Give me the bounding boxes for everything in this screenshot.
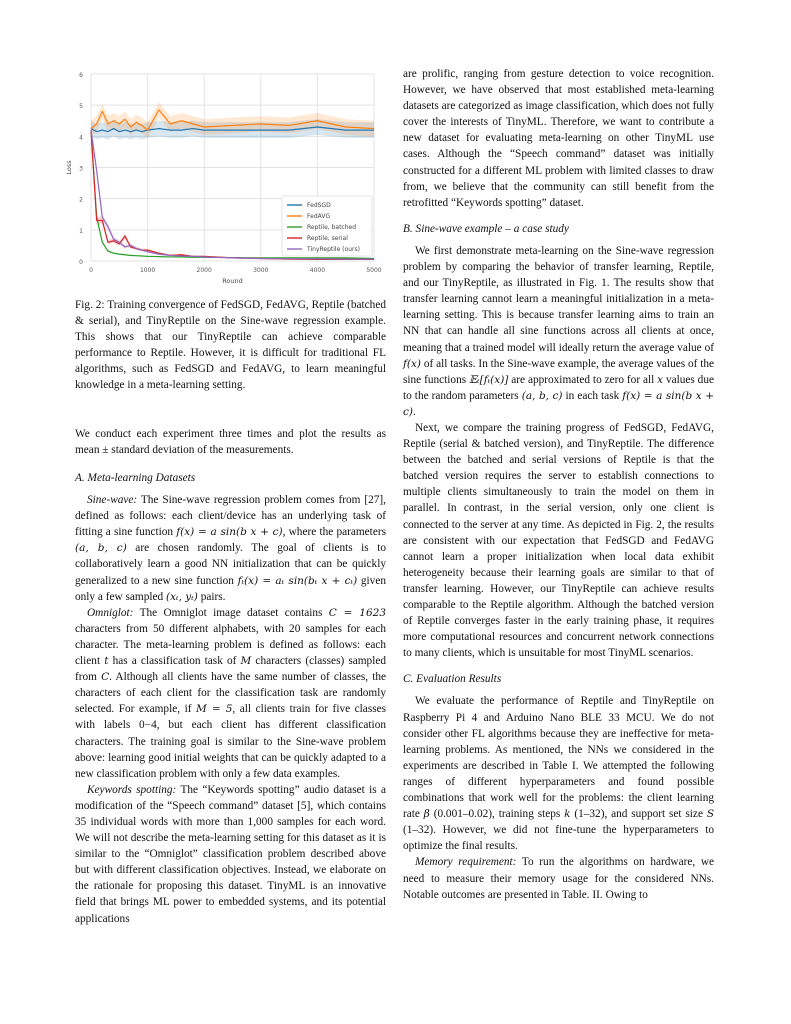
- legend-label: FedAVG: [307, 213, 331, 221]
- section-a-title: A. Meta-learning Datasets: [75, 472, 196, 484]
- text: characters (classes) sampled from: [75, 655, 387, 684]
- keywords-spotting-paragraph: [75, 782, 386, 927]
- text: We first demonstrate meta-learning on the Sine-wave regression problem by comparing the behavior of transfer learning, Reptile, and our TinyReptile, as illustrated in Fig. 1. The results show that transfer learning cannot learn a meaningful initialization in a meta-learning setting. This is because transfer learning aims to train an NN that can handle all sine functions across all clients at once, meaning that a trained model will ideally return the average value of: [403, 244, 714, 354]
- text: The “Keywords spotting” audio dataset is a modification of the “Speech command” dataset [5], which contains 35 individual words with more than 1,000 samples for each word. We will not describe the meta-learning setting for this dataset as it is similar to the “Omniglot” classification problem described above but with different classification objectives. Instead, we elaborate on the rationale for proposing this dataset. TinyML is an innovative field that brings ML power to embedded systems, and its potential applications: [75, 783, 386, 925]
- keywords-spotting-continued: are prolific, ranging from gesture detection to voice recognition. However, we have observed that most established meta-learning datasets are categorized as image classification, which does not fully cover the interests of TinyML. Therefore, we want to contribute a new dataset for evaluating meta-learning on other TinyML use cases. Although the “Speech command” dataset was initially constructed for a different ML problem with limited classes to draw from, we believe that the community can still benefit from the retrofitted “Keywords spotting” dataset.: [403, 68, 714, 209]
- math: M = 5: [196, 703, 233, 716]
- text: The Sine-wave regression problem comes from [27], defined as follows: each client/device has an underlying task of fitting a sine function: [75, 494, 386, 539]
- math: (a, b, c): [521, 389, 563, 402]
- y-tick-label: 5: [79, 103, 83, 111]
- math: β: [423, 808, 430, 821]
- omniglot-paragraph: [75, 605, 386, 782]
- left-intro: [75, 426, 386, 458]
- x-tick-label: 2000: [196, 267, 212, 274]
- text: in each task: [562, 389, 623, 402]
- text: To run the algorithms on hardware, we need to measure their memory usage for the considered NNs. Notable outcomes are presented in Table. II. Owing to: [403, 856, 715, 901]
- text: pairs.: [197, 590, 226, 603]
- text: (0.001–0.02), training steps: [429, 808, 565, 821]
- y-tick-label: 1: [79, 227, 83, 235]
- left-sections: [75, 462, 386, 927]
- y-tick-label: 4: [79, 134, 83, 142]
- math: (a, b, c): [75, 542, 127, 555]
- text: , all clients train for five classes with labels 0−4, but each client has different classification characters. The training goal is similar to the Sine-wave problem above: learning good initial weights that can be quickly adapted to a new classification problem with only a few data examples.: [75, 703, 387, 780]
- text: .: [412, 405, 416, 418]
- math: C = 1623: [328, 606, 386, 619]
- text: The Omniglot image dataset contains: [133, 606, 329, 619]
- legend-label: Reptile, batched: [307, 224, 357, 232]
- sine-wave-label: Sine-wave:: [87, 494, 138, 507]
- math: t: [104, 655, 109, 668]
- caption-text: Fig. 2: Training convergence of FedSGD, FedAVG, Reptile (batched & serial), and TinyReptile on the Sine-wave regression example. This shows that our TinyReptile can achieve comparable performance to Reptile. However, it is difficult for traditional FL algorithms, such as FedSGD and FedAVG, to learn meaningful knowledge in a meta-learning setting.: [75, 299, 386, 392]
- text: of all tasks. In the Sine-wave example, the average values of the sine functions: [403, 357, 714, 386]
- right-column: [403, 66, 714, 903]
- intro-paragraph: We conduct each experiment three times and plot the results as mean ± standard deviation of the measurements.: [75, 428, 386, 457]
- chart-svg: [60, 62, 390, 290]
- text: are chosen randomly. The goal of clients is to collaboratively learn a good NN initialization that can be quickly generalized to a new sine function: [75, 542, 387, 587]
- training-progress-paragraph: Next, we compare the training progress of FedSGD, FedAVG, Reptile (serial & batched version), and TinyReptile. The difference between the batched and serial versions of Reptile is that the batched version requires the server to establish connections to multiple clients simultaneously to train the model on them in parallel. In contrast, in the serial version, only one client is connected to the server at any time. As depicted in Fig. 2, the results are consistent with our expectation that FedSGD and FedAVG cannot learn a proper initialization when local data exhibit heterogeneity because their learning goals are similar to that of transfer learning. However, our TinyReptile can achieve results comparable to the Reptile algorithm. Although the batched version of Reptile converges faster in the early training phase, it requires more computational resources and concurrent network connections to many clients, which is unsuitable for most TinyML scenarios.: [403, 421, 714, 660]
- math: (xₜ, yₜ): [165, 590, 198, 603]
- legend-label: FedSGD: [307, 202, 331, 210]
- text: . Although all clients have the same number of classes, the characters of each client for the classification task are randomly selected. For example, if: [75, 671, 386, 716]
- math: f(x) = a sin(b x + c): [403, 389, 715, 418]
- text: (1–32), and support set size: [570, 808, 707, 821]
- text: , where the parameters: [282, 526, 386, 539]
- legend-label: Reptile, serial: [307, 235, 348, 243]
- evaluation-paragraph: [403, 693, 714, 854]
- x-tick-label: 3000: [253, 267, 269, 274]
- x-tick-label: 4000: [309, 267, 326, 274]
- text: has a classification task of: [108, 655, 241, 668]
- text: characters from 50 different alphabets, with 20 samples for each character. The meta-learning problem is defined as follows: each client: [75, 622, 386, 668]
- y-tick-label: 2: [79, 196, 83, 204]
- math: x: [657, 373, 664, 386]
- section-c-title: C. Evaluation Results: [403, 673, 502, 686]
- legend-label: TinyReptile (ours): [307, 246, 360, 254]
- text: given only a few sampled: [75, 574, 386, 603]
- math: S: [706, 808, 715, 821]
- math: C: [101, 671, 110, 684]
- text: values due to the random parameters: [403, 373, 714, 402]
- x-tick-label: 0: [89, 267, 93, 274]
- x-axis-label: Round: [222, 277, 243, 285]
- figure-caption: [75, 297, 386, 394]
- memory-requirement-paragraph: [403, 854, 714, 902]
- math: 𝔼ₜ[fₜ(x)]: [469, 373, 509, 386]
- math: k: [564, 808, 571, 821]
- text: (1–32). However, we did not fine-tune the hyperparameters to optimize the final results.: [403, 824, 714, 853]
- math: fₜ(x) = aₜ sin(bₜ x + cₜ): [237, 574, 358, 587]
- math: f(x) = a sin(b x + c): [176, 526, 283, 539]
- sine-wave-paragraph: [75, 492, 386, 605]
- training-convergence-chart: [60, 62, 390, 290]
- text: are approximated to zero for all: [508, 373, 658, 386]
- memory-requirement-label: Memory requirement:: [415, 856, 517, 869]
- sine-case-paragraph: [403, 243, 714, 420]
- y-tick-label: 6: [79, 72, 83, 79]
- y-axis-label: Loss: [65, 160, 73, 175]
- keywords-spotting-label: Keywords spotting:: [87, 783, 177, 796]
- math: M: [240, 655, 252, 668]
- math: f(x): [403, 357, 422, 370]
- omniglot-label: Omniglot:: [87, 606, 134, 619]
- y-tick-label: 3: [79, 165, 83, 173]
- x-tick-label: 1000: [139, 267, 156, 274]
- x-tick-label: 5000: [366, 267, 382, 274]
- y-tick-label: 0: [79, 259, 83, 266]
- text: We evaluate the performance of Reptile and TinyReptile on Raspberry Pi 4 and Arduino Nano BLE 33 MCU. We do not consider other FL algorithms because they are ineffective for meta-learning problems. As mentioned, the NNs we considered in the experiments are described in Table I. We attempted the following ranges of different hyperparameters and found possible combinations that work well for the problems: the client learning rate: [403, 695, 714, 821]
- section-b-title: B. Sine-wave example – a case study: [403, 222, 569, 235]
